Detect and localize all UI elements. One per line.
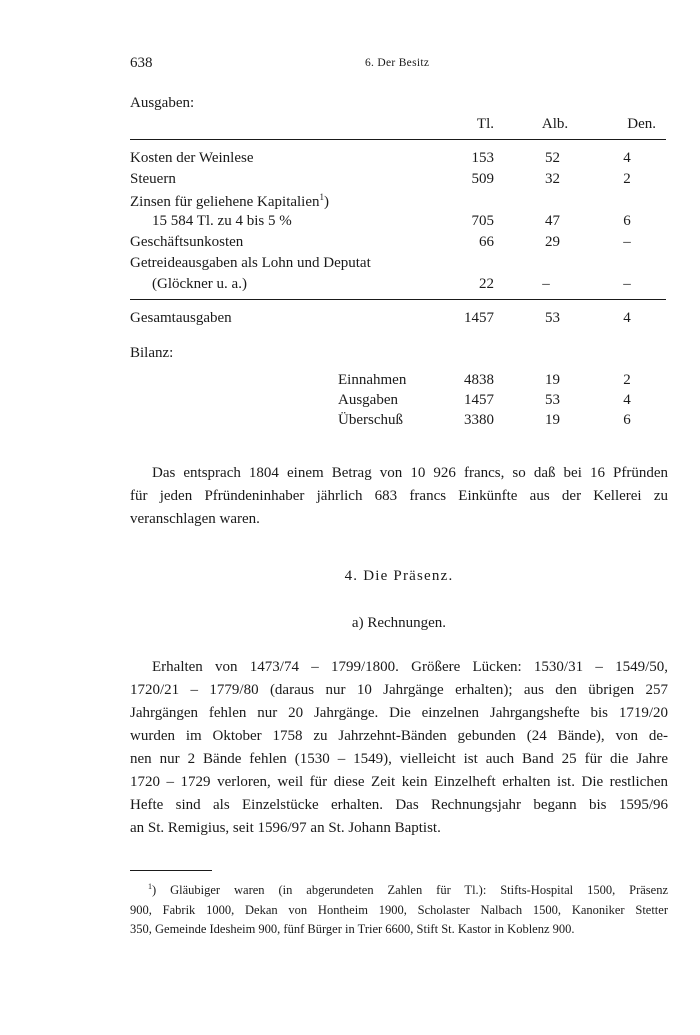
expense-cell-tl: 66 (479, 234, 494, 250)
footnote-line (130, 877, 668, 901)
text-line: 1720 – 1729 verloren, weil für diese Zeit kein Einzelheft erhalten ist. Die restlichen (130, 774, 668, 790)
balance-cell-den: 6 (623, 412, 631, 428)
col-header-tl: Tl. (476, 116, 494, 132)
balance-heading: Bilanz: (130, 345, 174, 361)
expense-row-label-text: Zinsen für geliehene Kapitalien (130, 194, 320, 210)
expense-cell-den: 6 (623, 213, 631, 229)
balance-row-label: Einnahmen (338, 372, 407, 388)
footnote-line: 350, Gemeinde Idesheim 900, fünf Bürger in Trier 6600, Stift St. Kastor in Koblenz 900. (130, 922, 575, 937)
expense-cell-alb: 52 (545, 150, 560, 166)
col-header-alb: Alb. (541, 116, 569, 132)
expense-row-label-suffix: ) (324, 194, 330, 210)
footnote (130, 877, 668, 940)
text-line: für jeden Pfründeninhaber jährlich 683 francs Einkünfte aus der Kellerei zu (130, 488, 668, 504)
page-number: 638 (130, 55, 153, 71)
balance-cell-alb: 53 (545, 392, 560, 408)
text-line: an St. Remigius, seit 1596/97 an St. Johann Baptist. (130, 820, 441, 836)
expense-cell-alb: 47 (545, 213, 560, 229)
expense-row-label: Getreideausgaben als Lohn und Deputat (130, 255, 371, 271)
text-line: veranschlagen waren. (130, 511, 260, 527)
expense-cell-den: – (623, 234, 631, 250)
expense-cell-tl: 509 (471, 171, 494, 187)
running-title: 6. Der Besitz (365, 57, 430, 69)
table-top-rule (130, 139, 666, 140)
expense-cell-den: – (623, 276, 631, 292)
expense-row-label: 15 584 Tl. zu 4 bis 5 % (152, 213, 292, 229)
balance-cell-tl: 1457 (464, 392, 494, 408)
expense-cell-tl: 22 (479, 276, 494, 292)
expense-cell-tl: 153 (471, 150, 494, 166)
footnote-marker: 1 (148, 882, 152, 891)
balance-cell-den: 4 (623, 392, 631, 408)
expense-cell-den: 2 (623, 171, 631, 187)
footnote-line-text: ) Gläubiger waren (in abgerundeten Zahlen für Tl.): Stifts-Hospital 1500, Präsenz (152, 883, 668, 898)
footnote-line: 900, Fabrik 1000, Dekan von Hontheim 1900, Scholaster Nalbach 1500, Kanoniker Stetter (130, 902, 668, 917)
balance-cell-alb: 19 (545, 372, 560, 388)
balance-row-label: Überschuß (338, 412, 403, 428)
expenses-heading: Ausgaben: (130, 95, 195, 111)
paragraph-conversion (130, 462, 668, 531)
expense-row-label: (Glöckner u. a.) (152, 276, 247, 292)
expense-row-label (130, 192, 329, 211)
balance-cell-den: 2 (623, 372, 631, 388)
text-line: Erhalten von 1473/74 – 1799/1800. Größere Lücken: 1530/31 – 1549/50, (152, 659, 668, 675)
text-line: Jahrgängen fehlen nur 20 Jahrgänge. Die einzelnen Jahrgangshefte bis 1719/20 (130, 705, 668, 721)
text-line: nen nur 2 Bände fehlen (1530 – 1549), vielleicht ist auch Band 25 für die Jahre (130, 751, 668, 767)
expense-cell-alb: – (542, 276, 550, 292)
text-line: Das entsprach 1804 einem Betrag von 10 926 francs, so daß bei 16 Pfründen (152, 465, 668, 481)
subsection-heading: a) Rechnungen. (351, 615, 447, 631)
expense-cell-alb: 29 (545, 234, 560, 250)
expense-cell-den: 4 (623, 150, 631, 166)
col-header-den: Den. (627, 116, 656, 132)
expense-cell-alb: 32 (545, 171, 560, 187)
text-line: wurden im Oktober 1758 zu Jahrzehnt-Bänden gebunden (24 Bände), von de- (130, 728, 668, 744)
paragraph-rechnungen (130, 656, 668, 840)
text-line: 1720/21 – 1779/80 (daraus nur 10 Jahrgänge erhalten); aus den übrigen 257 (130, 682, 668, 698)
table-total-rule (130, 299, 666, 300)
balance-cell-tl: 3380 (464, 412, 494, 428)
footnote-marker: 1 (319, 192, 325, 202)
balance-cell-alb: 19 (545, 412, 560, 428)
expense-row-label: Steuern (130, 171, 176, 187)
total-cell-tl: 1457 (464, 310, 494, 326)
footnote-rule (130, 870, 212, 871)
expense-row-label: Kosten der Weinlese (130, 150, 254, 166)
section-heading: 4. Die Präsenz. (344, 568, 454, 584)
balance-cell-tl: 4838 (464, 372, 494, 388)
expense-cell-tl: 705 (471, 213, 494, 229)
total-cell-den: 4 (623, 310, 631, 326)
expense-row-label: Geschäftsunkosten (130, 234, 244, 250)
total-cell-alb: 53 (545, 310, 560, 326)
text-line: Hefte sind als Einzelstücke erhalten. Das Rechnungsjahr begann bis 1595/96 (130, 797, 668, 813)
balance-row-label: Ausgaben (338, 392, 398, 408)
total-label: Gesamtausgaben (130, 310, 232, 326)
